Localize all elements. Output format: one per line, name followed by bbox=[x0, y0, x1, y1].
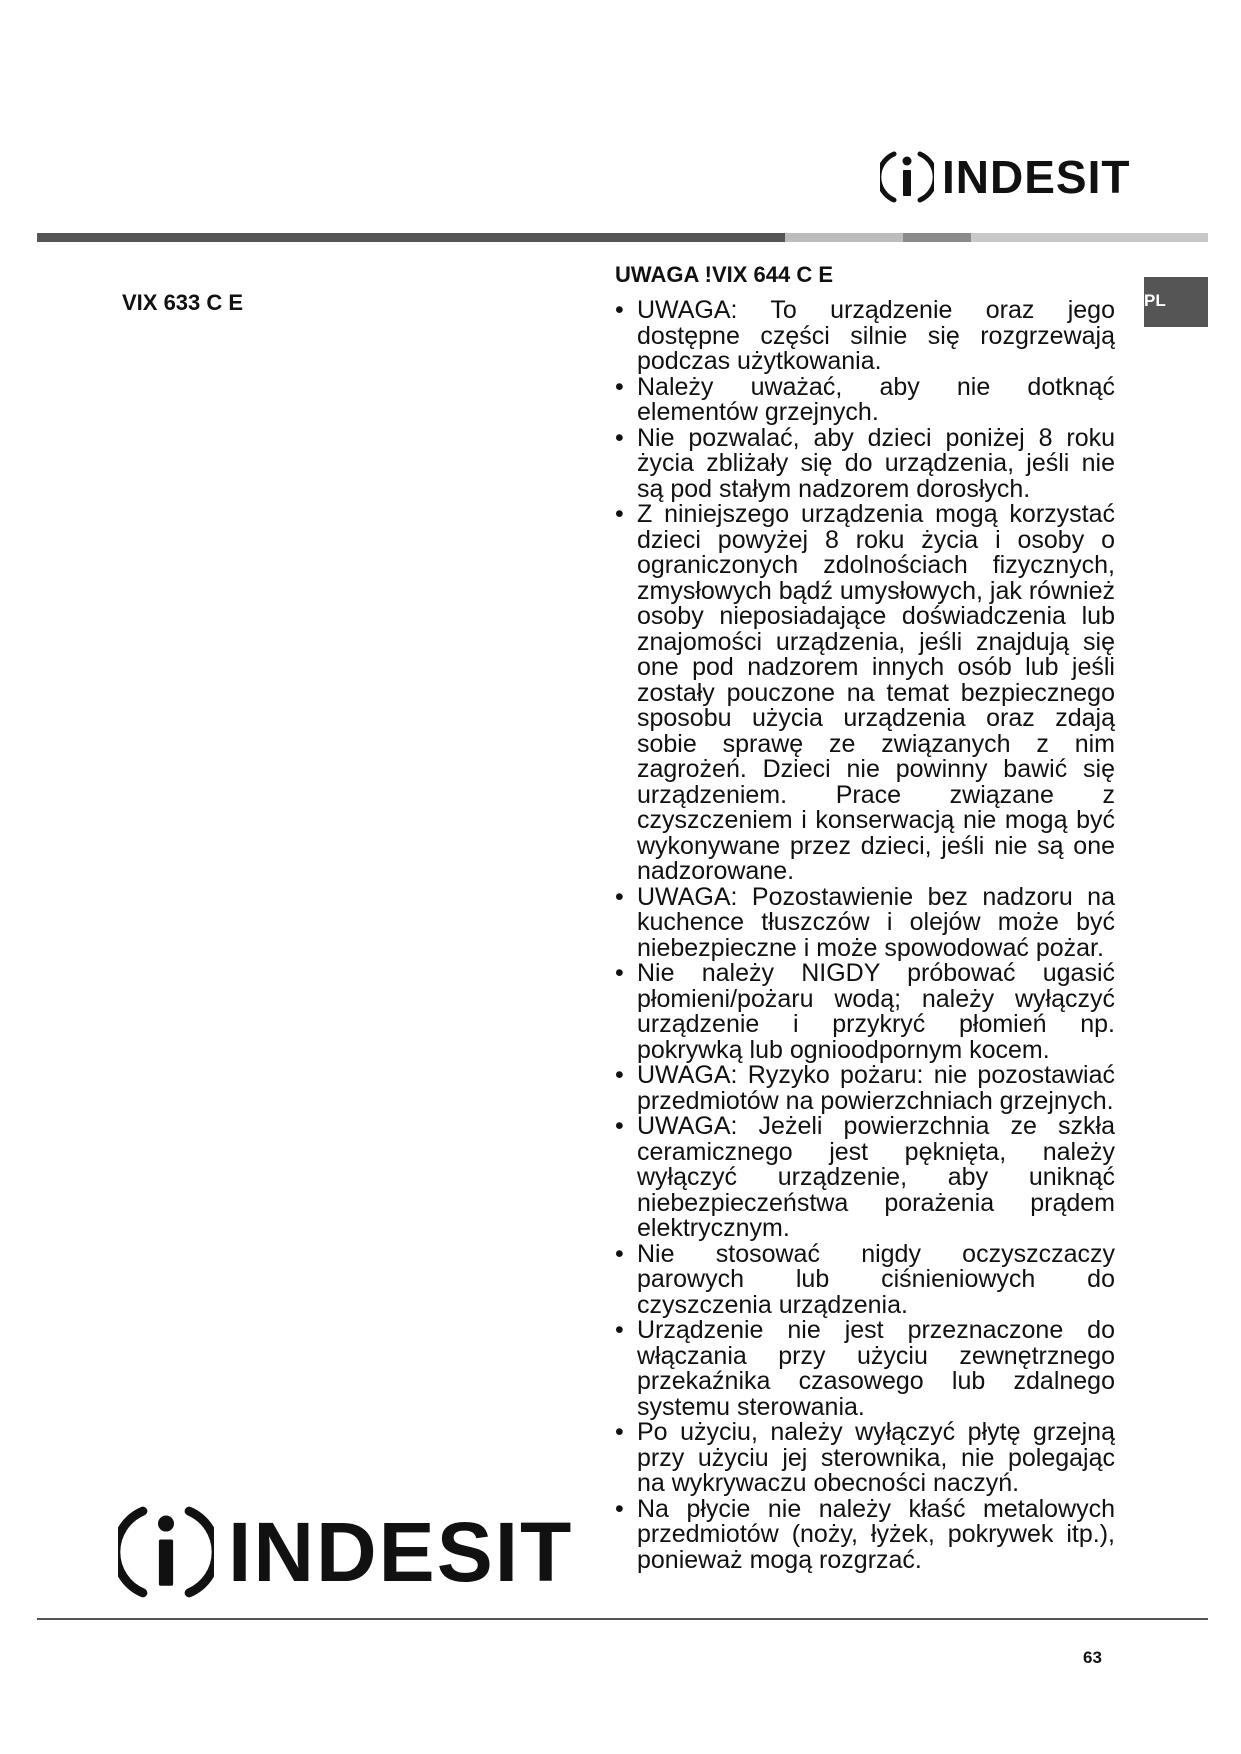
list-item: • Po użyciu, należy wyłączyć płytę grzejną przy użyciu jej sterownika, nie polegając na wykrywaczu obecności naczyń. bbox=[615, 1418, 1115, 1497]
bullet-icon: • bbox=[615, 372, 624, 401]
header-bar-mid bbox=[903, 233, 971, 242]
bullet-icon: • bbox=[615, 423, 624, 452]
header-bar-light bbox=[971, 233, 1208, 242]
header-bar-dark bbox=[37, 233, 785, 242]
list-item: • UWAGA: Pozostawienie bez nadzoru na kuchence tłuszczów i olejów może być niebezpieczne i może spowodować pożar. bbox=[615, 882, 1115, 962]
indesit-logo-top bbox=[880, 148, 1130, 206]
logo-text: INDESIT bbox=[228, 1504, 574, 1599]
indesit-i-circle-icon bbox=[880, 148, 934, 206]
model-name: VIX 633 C E bbox=[122, 290, 244, 315]
bullet-icon: • bbox=[615, 1112, 624, 1140]
list-item: • Nie stosować nigdy oczyszczaczy parowych lub ciśnieniowych do czyszczenia urządzenia. bbox=[615, 1239, 1115, 1319]
page-number: 63 bbox=[1083, 1648, 1102, 1667]
bullet-icon: • bbox=[615, 1418, 624, 1446]
list-item: • UWAGA: To urządzenie oraz jego dostępne części silnie się rozgrzewają podczas użytkowania. bbox=[615, 296, 1115, 375]
bullet-icon: • bbox=[615, 1061, 624, 1089]
list-item: • UWAGA: Ryzyko pożaru: nie pozostawiać przedmiotów na powierzchniach grzejnych. bbox=[615, 1061, 1115, 1115]
indesit-i-circle-icon bbox=[118, 1500, 214, 1604]
bullet-icon: • bbox=[615, 500, 624, 528]
list-item: • Nie należy NIGDY próbować ugasić płomieni/pożaru wodą; należy wyłączyć urządzenie i przykryć płomień np. pokrywką lub ognioodpornym kocem. bbox=[615, 959, 1115, 1064]
language-tab bbox=[1144, 277, 1208, 327]
list-item: • Należy uważać, aby nie dotknąć elementów grzejnych. bbox=[615, 372, 1115, 426]
bullet-icon: • bbox=[615, 1239, 624, 1268]
list-item: • UWAGA: Jeżeli powierzchnia ze szkła ceramicznego jest pęknięta, należy wyłączyć urządzenie, aby uniknąć niebezpieczeństwa porażenia prądem elektrycznym. bbox=[615, 1112, 1115, 1242]
footer-divider bbox=[37, 1618, 1208, 1620]
list-item: • Z niniejszego urządzenia mogą korzystać dzieci powyżej 8 roku życia i osoby o ograniczonych zdolnościach fizycznych, zmysłowych bądź umysłowych, jak również osoby nieposiadające doświadczenia lub znajomości urządzenia, jeśli znajdują się one pod nadzorem innych osób lub jeśli zostały pouczone na temat bezpiecznego sposobu użycia urządzenia oraz zdają sobie sprawę ze związanych z nim zagrożeń. Dzieci nie powinny bawić się urządzeniem. Prace związane z czyszczeniem i konserwacją nie mogą być wykonywane przez dzieci, jeśli nie są one nadzorowane. bbox=[615, 500, 1115, 885]
bullet-icon: • bbox=[615, 1494, 624, 1523]
bullet-icon: • bbox=[615, 296, 624, 324]
bullet-icon: • bbox=[615, 1316, 624, 1344]
list-item: • Nie pozwalać, aby dzieci poniżej 8 roku życia zbliżały się do urządzenia, jeśli nie są pod stałym nadzorem dorosłych. bbox=[615, 423, 1115, 503]
bullet-icon: • bbox=[615, 959, 624, 987]
language-label: PL bbox=[1144, 291, 1166, 310]
list-item: • Urządzenie nie jest przeznaczone do włączania przy użyciu zewnętrznego przekaźnika czasowego lub zdalnego systemu sterowania. bbox=[615, 1316, 1115, 1421]
section-heading: UWAGA !VIX 644 C E bbox=[615, 262, 834, 287]
bullet-icon: • bbox=[615, 882, 624, 911]
indesit-logo-bottom bbox=[118, 1500, 573, 1604]
logo-text: INDESIT bbox=[942, 151, 1131, 203]
list-item: • Na płycie nie należy kłaść metalowych przedmiotów (noży, łyżek, pokrywek itp.), ponieważ mogą rozgrzać. bbox=[615, 1494, 1115, 1574]
header-bar-light bbox=[785, 233, 903, 242]
safety-warnings-list bbox=[615, 298, 1115, 1573]
